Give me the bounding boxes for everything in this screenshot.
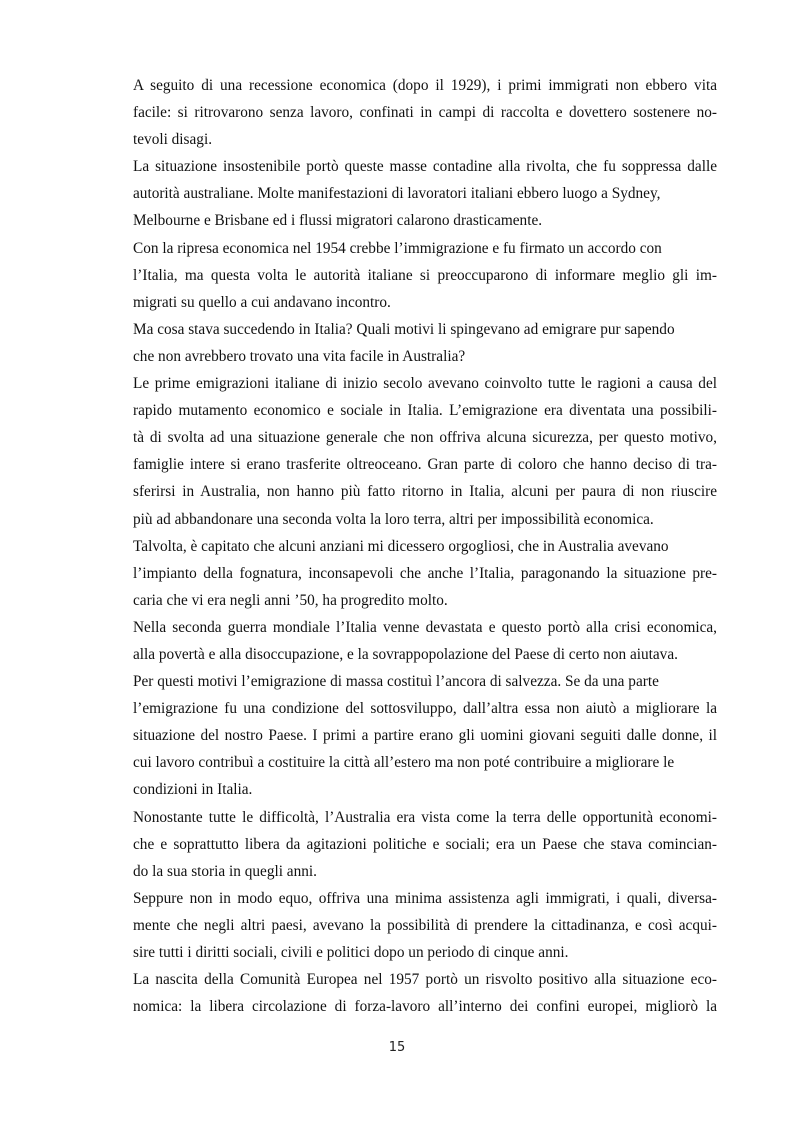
text-line: più ad abbandonare una seconda volta la loro terra, altri per impossibilità economica. (133, 510, 654, 528)
text-line: famiglie intere si erano trasferite oltreoceano. Gran parte di coloro che hanno deciso di tra- (133, 456, 717, 474)
text-line: l’impianto della fognatura, inconsapevoli che anche l’Italia, paragonando la situazione pre- (133, 564, 717, 582)
text-line: Le prime emigrazioni italiane di inizio secolo avevano coinvolto tutte le ragioni a causa del (133, 375, 717, 393)
text-line: Melbourne e Brisbane ed i flussi migratori calarono drasticamente. (133, 212, 543, 230)
text-line: La situazione insostenibile portò queste masse contadine alla rivolta, che fu soppressa dalle (133, 158, 717, 176)
text-line: migrati su quello a cui andavano incontro. (133, 293, 391, 311)
text-line: alla povertà e alla disoccupazione, e la sovrappopolazione del Paese di certo non aiutava. (133, 645, 678, 663)
text-line: sire tutti i diritti sociali, civili e politici dopo un periodo di cinque anni. (133, 944, 569, 961)
text-line: tevoli disagi. (133, 131, 213, 149)
text-line: tà di svolta ad una situazione generale che non offriva alcuna sicurezza, per questo motivo, (133, 429, 717, 447)
text-line: La nascita della Comunità Europea nel 1957 portò un risvolto positivo alla situazione eco- (133, 971, 717, 989)
text-line: mente che negli altri paesi, avevano la possibilità di prendere la cittadinanza, e così acqui- (133, 916, 717, 934)
text-line: situazione del nostro Paese. I primi a partire erano gli uomini giovani seguiti dalle donne, il (133, 727, 717, 745)
text-line: nomica: la libera circolazione di forza-lavoro all’interno dei confini europei, migliorò la (133, 998, 717, 1016)
text-line: facile: si ritrovarono senza lavoro, confinati in campi di raccolta e dovettero sostenere no- (133, 104, 717, 122)
text-line: Nella seconda guerra mondiale l’Italia venne devastata e questo portò alla crisi economica, (133, 618, 717, 636)
text-line: Nonostante tutte le difficoltà, l’Australia era vista come la terra delle opportunità economi- (133, 808, 717, 826)
text-line: Con la ripresa economica nel 1954 crebbe l’immigrazione e fu firmato un accordo con (133, 239, 662, 257)
text-line: cui lavoro contribuì a costituire la città all’estero ma non poté contribuire a migliorare le (133, 754, 675, 772)
text-line: Seppure non in modo equo, offriva una minima assistenza agli immigrati, i quali, diversa- (133, 889, 717, 907)
text-line: A seguito di una recessione economica (dopo il 1929), i primi immigrati non ebbero vita (133, 77, 717, 94)
text-line: caria che vi era negli anni ’50, ha progredito molto. (133, 591, 448, 609)
text-line: do la sua storia in quegli anni. (133, 862, 317, 880)
body-text (133, 72, 717, 1020)
text-line: che non avrebbero trovato una vita facile in Australia? (133, 347, 466, 365)
text-line: l’Italia, ma questa volta le autorità italiane si preoccuparono di informare meglio gli im- (133, 266, 717, 284)
text-line: Talvolta, è capitato che alcuni anziani mi dicessero orgogliosi, che in Australia avevano (133, 537, 669, 555)
text-line: Ma cosa stava succedendo in Italia? Quali motivi li spingevano ad emigrare pur sapendo (133, 320, 675, 338)
text-line: autorità australiane. Molte manifestazioni di lavoratori italiani ebbero luogo a Sydney, (133, 185, 661, 203)
text-line: condizioni in Italia. (133, 781, 253, 799)
text-line: sferirsi in Australia, non hanno più fatto ritorno in Italia, alcuni per paura di non riuscire (133, 483, 717, 501)
text-line: l’emigrazione fu una condizione del sottosviluppo, dall’altra essa non aiutò a migliorare la (133, 700, 717, 718)
text-line: rapido mutamento economico e sociale in Italia. L’emigrazione era diventata una possibili- (133, 402, 717, 420)
text-line: che e soprattutto libera da agitazioni politiche e sociali; era un Paese che stava comincian- (133, 835, 717, 853)
page-number: 15 (388, 1040, 406, 1055)
text-line: Per questi motivi l’emigrazione di massa costituì l’ancora di salvezza. Se da una parte (133, 673, 659, 691)
